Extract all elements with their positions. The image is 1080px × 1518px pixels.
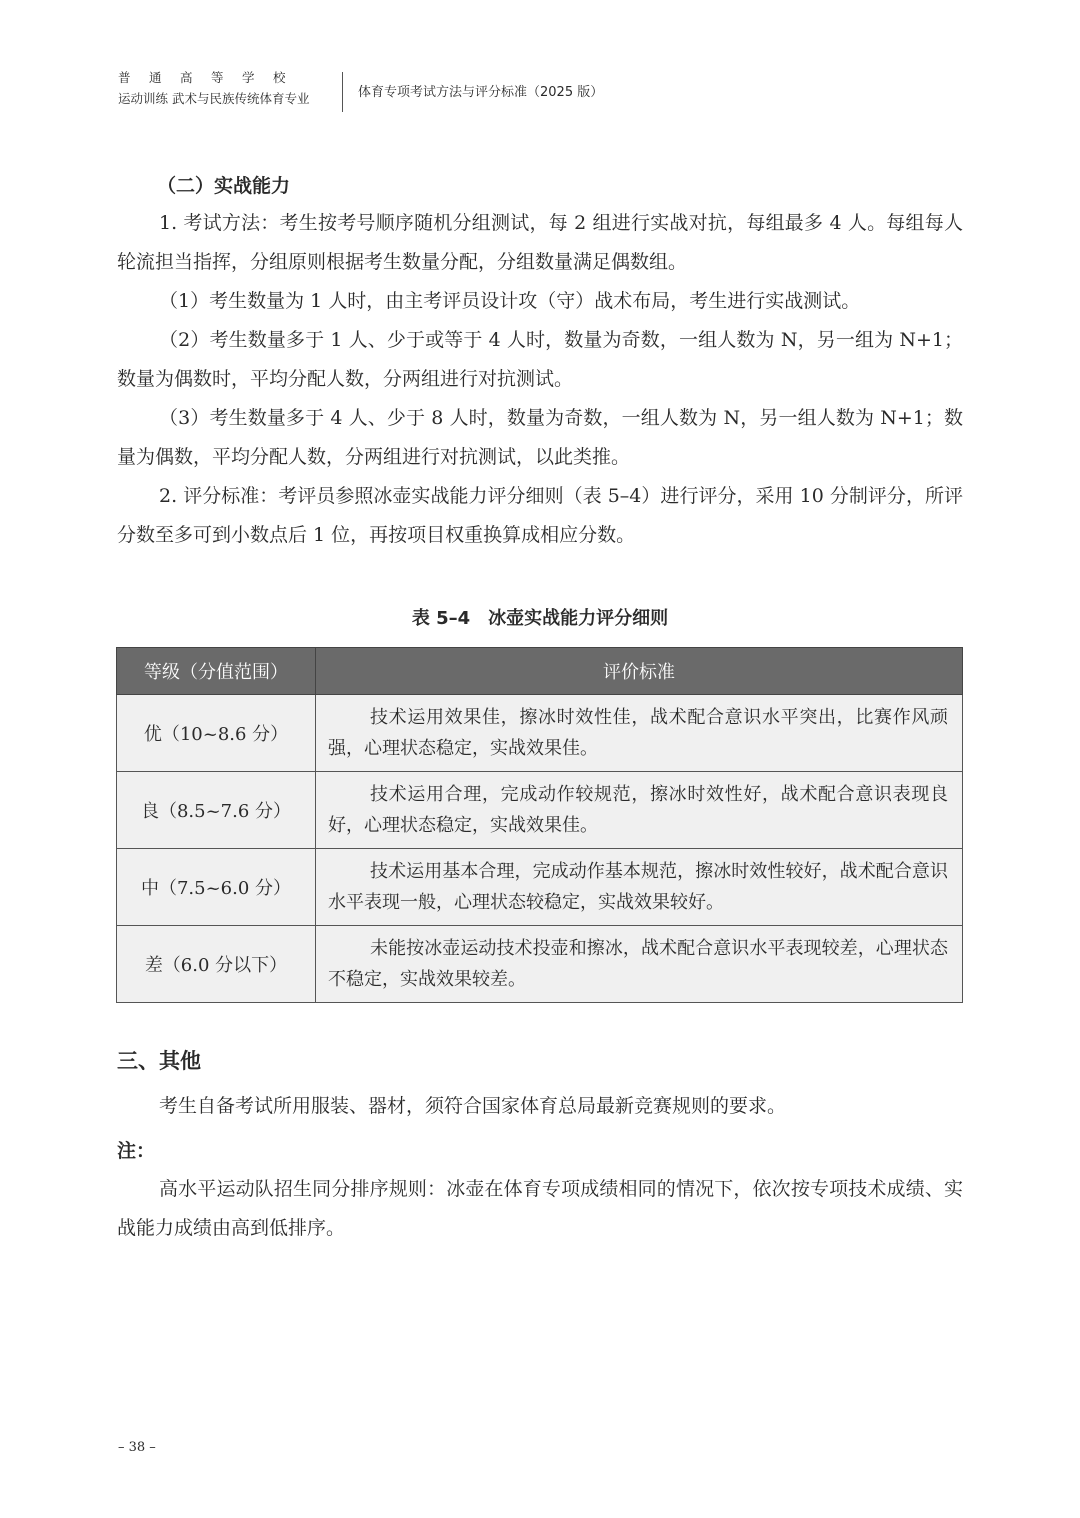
table-row: [117, 849, 963, 926]
header-school: 普通高等学校: [118, 70, 305, 85]
paragraph-exam-method: 1. 考试方法：考生按考号顺序随机分组测试，每 2 组进行实战对抗，每组最多 4 人。每组每人轮流担当指挥，分组原则根据考生数量分配，分组数量满足偶数组。: [117, 212, 963, 273]
criteria-text: 技术运用基本合理，完成动作基本规范，擦冰时效性较好，战术配合意识水平表现一般，心理状态较稳定，实战效果较好。: [328, 861, 948, 913]
table-cell-level: 差（6.0 分以下）: [117, 926, 316, 1003]
page-content: [117, 168, 963, 1248]
paragraph-rule-2: （2）考生数量多于 1 人、少于或等于 4 人时，数量为奇数，一组人数为 N，另一组为 N+1；数量为偶数时，平均分配人数，分两组进行对抗测试。: [117, 329, 963, 390]
table-title: 表 5–4 冰壶实战能力评分细则: [411, 608, 669, 629]
section-heading: （二）实战能力: [157, 175, 291, 197]
table-cell-level: 良（8.5~7.6 分）: [117, 772, 316, 849]
table-cell-level: 中（7.5~6.0 分）: [117, 849, 316, 926]
paragraph-rule-1: （1）考生数量为 1 人时，由主考评员设计攻（守）战术布局，考生进行实战测试。: [159, 290, 861, 312]
paragraph-rule-3: （3）考生数量多于 4 人、少于 8 人时，数量为奇数，一组人数为 N，另一组人数为 N+1；数量为偶数，平均分配人数，分两组进行对抗测试，以此类推。: [117, 407, 963, 468]
paragraph-scoring: 2. 评分标准：考评员参照冰壶实战能力评分细则（表 5–4）进行评分，采用 10 分制评分，所评分数至多可到小数点后 1 位，再按项目权重换算成相应分数。: [117, 485, 963, 546]
table-cell-criteria: [316, 695, 963, 772]
header-left: [118, 70, 328, 107]
page-number: – 38 –: [118, 1440, 156, 1455]
table-cell-criteria: [316, 849, 963, 926]
other-heading: 三、其他: [117, 1049, 201, 1073]
table-header-criteria: 评价标准: [316, 648, 963, 695]
header-major: 运动训练 武术与民族传统体育专业: [118, 91, 310, 106]
table-row: [117, 772, 963, 849]
note-paragraph: 高水平运动队招生同分排序规则：冰壶在体育专项成绩相同的情况下，依次按专项技术成绩、实战能力成绩由高到低排序。: [117, 1178, 963, 1239]
table-cell-criteria: [316, 926, 963, 1003]
table-header-row: [117, 648, 963, 695]
table-cell-level: 优（10~8.6 分）: [117, 695, 316, 772]
criteria-text: 技术运用效果佳，擦冰时效性佳，战术配合意识水平突出，比赛作风顽强，心理状态稳定，实战效果佳。: [328, 707, 948, 759]
header-doc-title: 体育专项考试方法与评分标准（2025 版）: [358, 85, 604, 100]
table-header-level: 等级（分值范围）: [117, 648, 316, 695]
criteria-text: 技术运用合理，完成动作较规范，擦冰时效性好，战术配合意识表现良好，心理状态稳定，实战效果佳。: [328, 784, 948, 836]
table-row: [117, 926, 963, 1003]
criteria-text: 未能按冰壶运动技术投壶和擦冰，战术配合意识水平表现较差，心理状态不稳定，实战效果较差。: [328, 938, 948, 990]
table-cell-criteria: [316, 772, 963, 849]
other-paragraph: 考生自备考试所用服装、器材，须符合国家体育总局最新竞赛规则的要求。: [159, 1095, 787, 1117]
scoring-table: [116, 647, 963, 1003]
table-row: [117, 695, 963, 772]
note-label: 注：: [117, 1140, 156, 1162]
header-divider: [342, 72, 343, 112]
